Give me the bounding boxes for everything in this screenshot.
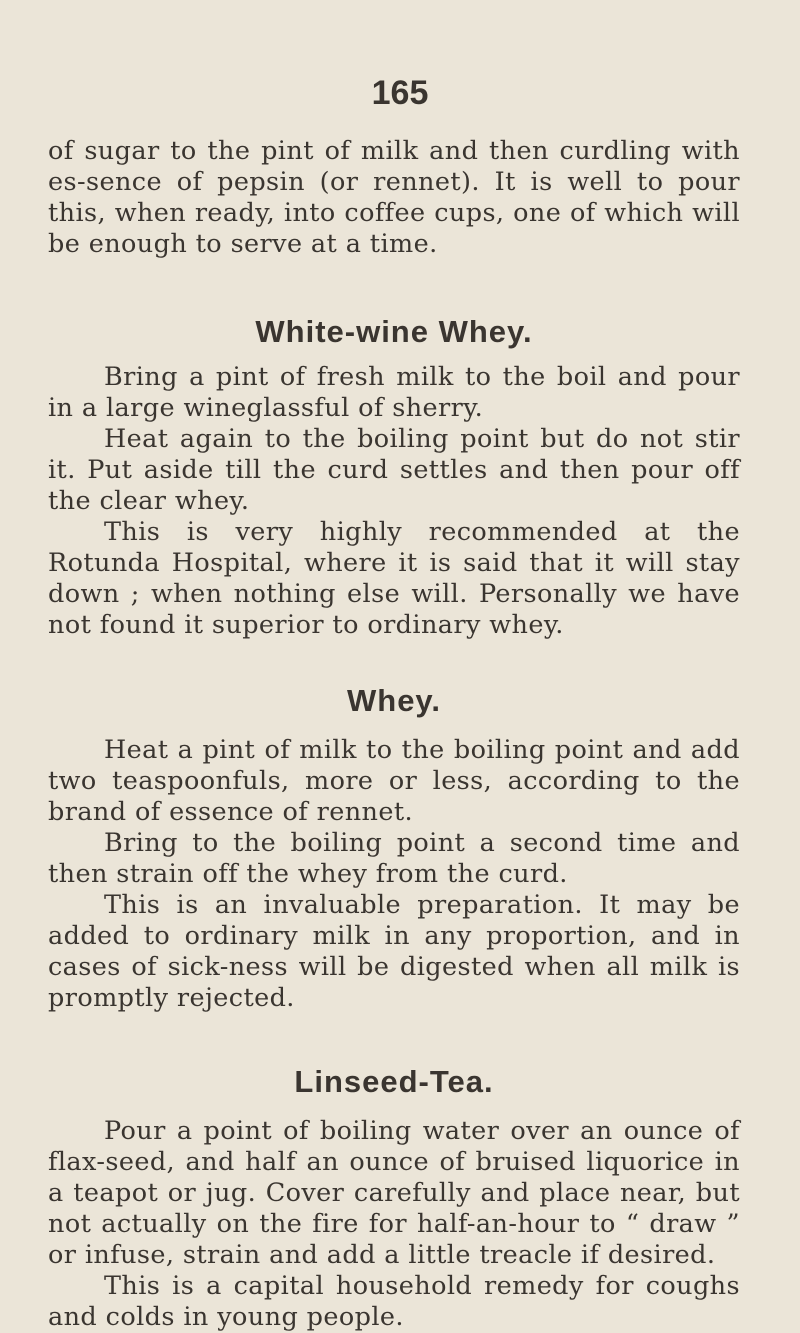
white-wine-whey-paragraph-1: Bring a pint of fresh milk to the boil and pour in a large wineglassful of sherry.	[48, 362, 740, 423]
white-wine-whey-paragraph-3: This is very highly recommended at the Rotunda Hospital, where it is said that it will stay down ; when nothing else will. Personally we have not found it superior to ordinary whey.	[48, 517, 740, 640]
white-wine-whey-paragraph-2: Heat again to the boiling point but do not stir it. Put aside till the curd settles and then pour off the clear whey.	[48, 424, 740, 516]
heading-linseed-tea: Linseed-Tea.	[294, 1064, 494, 1099]
whey-paragraph-2: Bring to the boiling point a second time and then strain off the whey from the curd.	[48, 828, 740, 889]
page-content	[48, 136, 740, 1333]
heading-whey: Whey.	[347, 683, 441, 718]
page-number: 165	[371, 74, 429, 112]
linseed-tea-paragraph-2: This is a capital household remedy for coughs and colds in young people.	[48, 1271, 740, 1332]
intro-paragraph: of sugar to the pint of milk and then curdling with es-sence of pepsin (or rennet). It is well to pour this, when ready, into coffee cups, one of which will be enough to serve at a time.	[48, 136, 740, 259]
heading-white-wine-whey: White-wine Whey.	[255, 314, 533, 349]
linseed-tea-paragraph-1: Pour a point of boiling water over an ounce of flax-seed, and half an ounce of bruised liquorice in a teapot or jug. Cover carefully and place near, but not actually on the fire for half-an-hour to “ draw ” or infuse, strain and add a little treacle if desired.	[48, 1116, 740, 1270]
whey-paragraph-1: Heat a pint of milk to the boiling point and add two teaspoonfuls, more or less, according to the brand of essence of rennet.	[48, 735, 740, 827]
whey-paragraph-3: This is an invaluable preparation. It may be added to ordinary milk in any proportion, and in cases of sick-ness will be digested when all milk is promptly rejected.	[48, 890, 740, 1013]
